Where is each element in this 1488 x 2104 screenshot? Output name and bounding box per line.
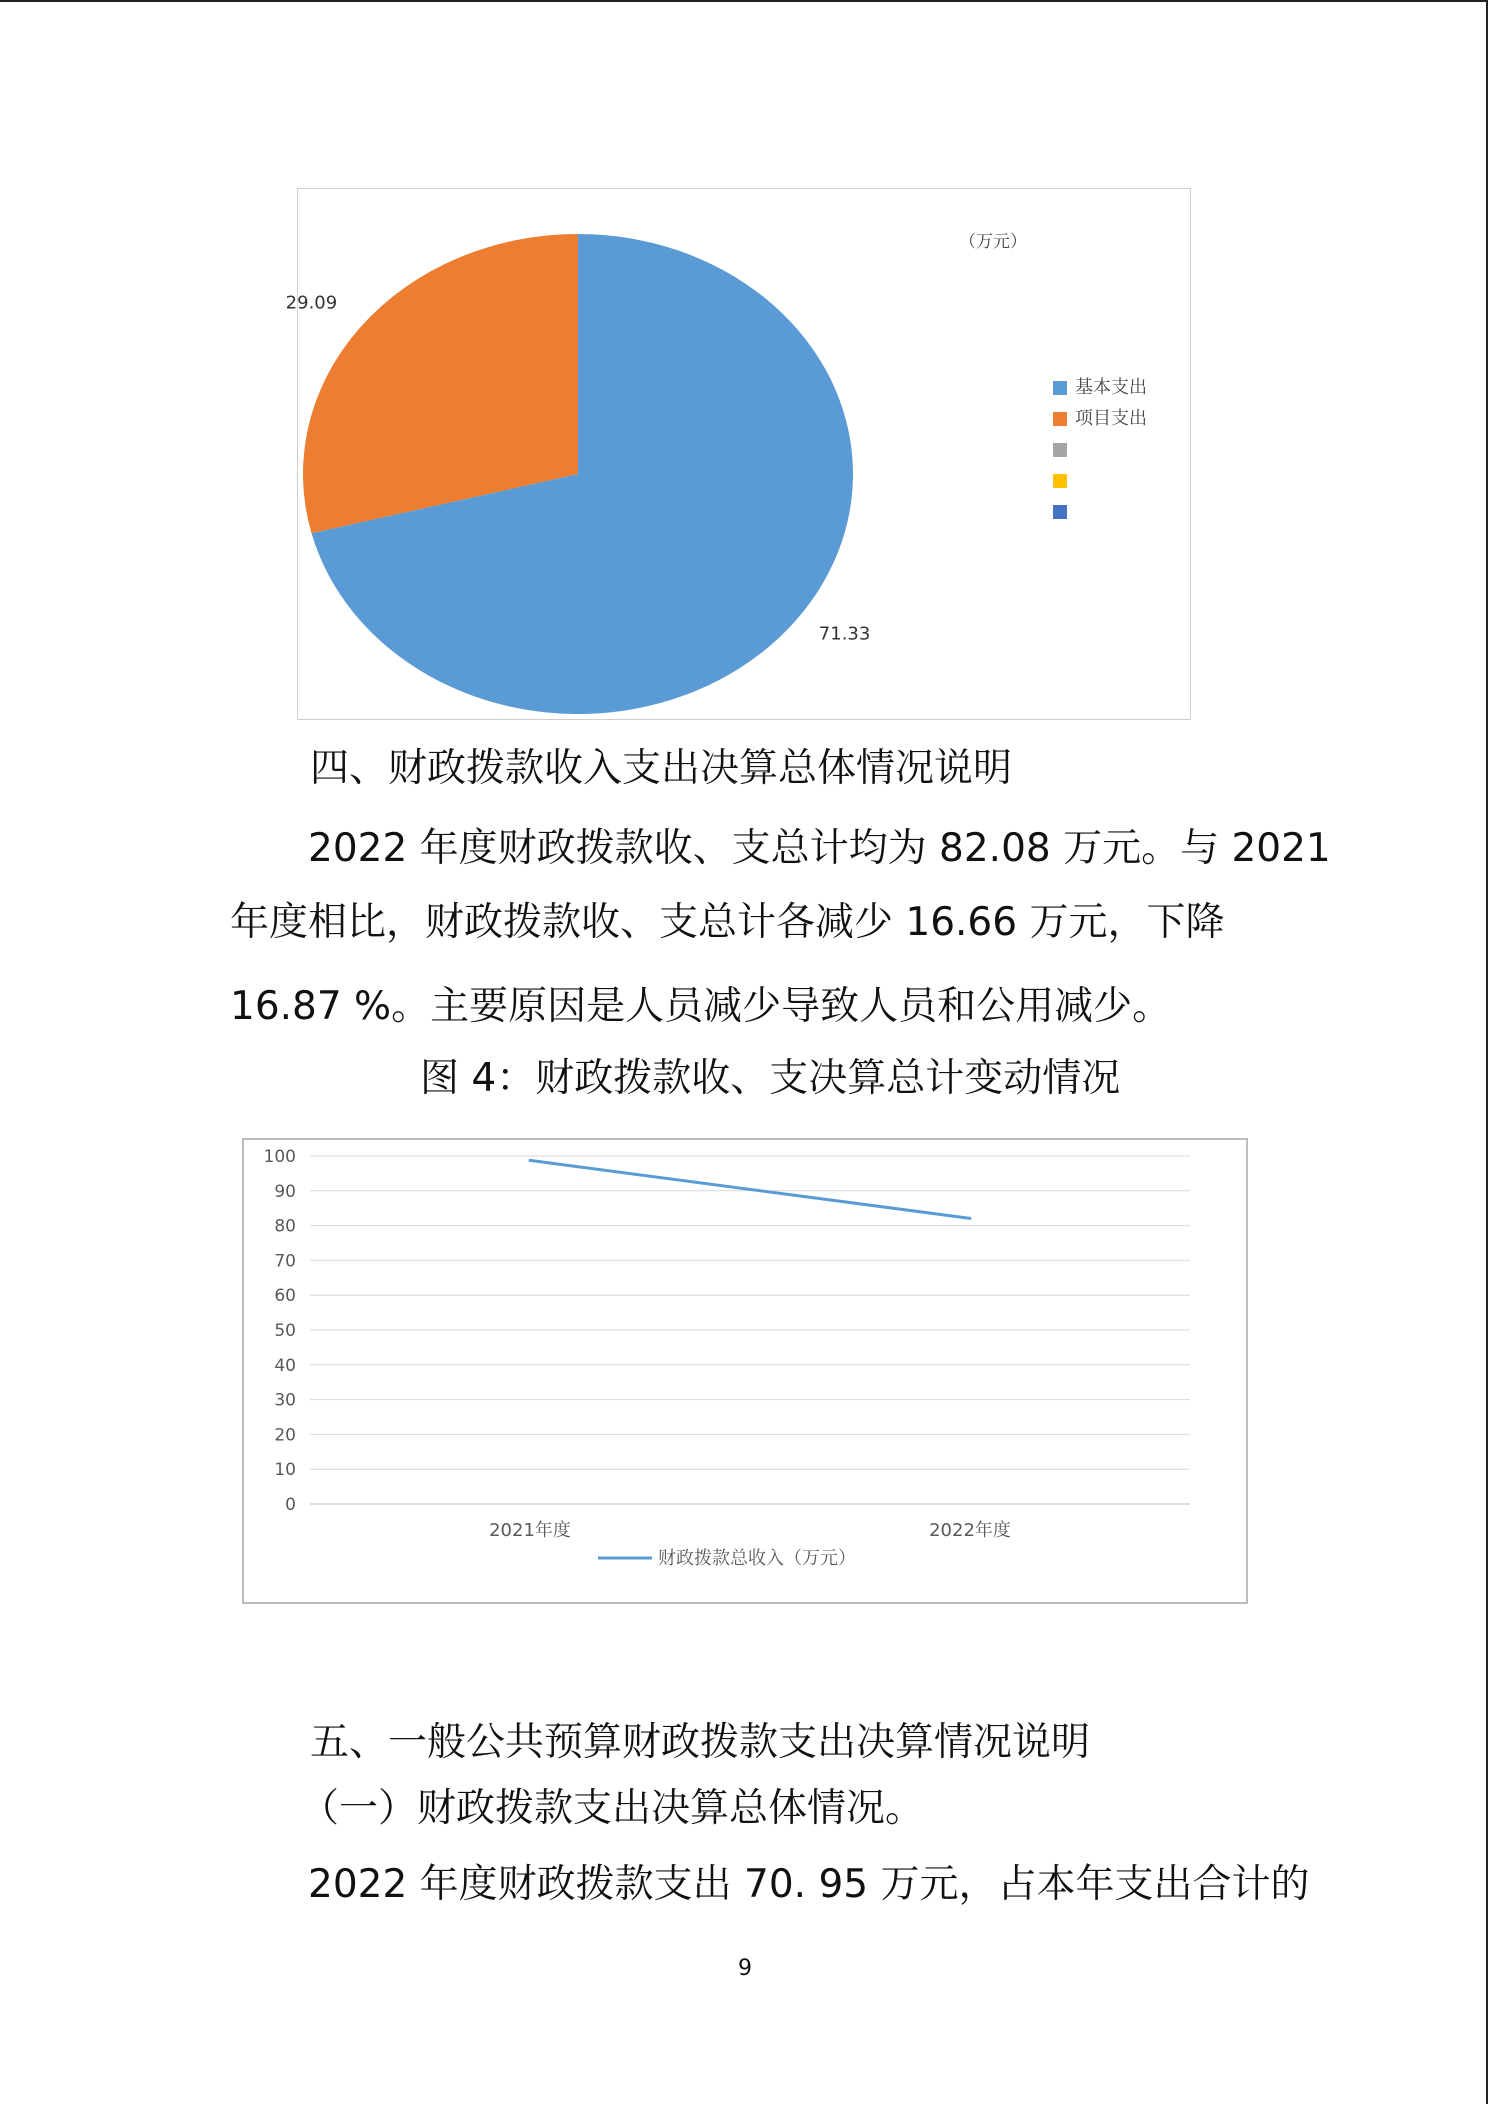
section4-para-line1: 2022 年度财政拨款收、支总计均为 82.08 万元。与 2021 xyxy=(308,826,1331,871)
section5-subheading: （一）财政拨款支出决算总体情况。 xyxy=(300,1786,925,1831)
y-tick-label-100: 100 xyxy=(263,1147,296,1167)
pie-data-label-0: 71.33 xyxy=(818,623,871,645)
section4-heading: 四、财政拨款收入支出决算总体情况说明 xyxy=(310,746,1013,791)
pie-chart-svg xyxy=(285,189,1190,719)
y-tick-label-0: 0 xyxy=(285,1495,296,1515)
y-tick-label-60: 60 xyxy=(274,1286,296,1307)
y-tick-label-30: 30 xyxy=(274,1390,296,1411)
section4-para-line3: 16.87 %。主要原因是人员减少导致人员和公用减少。 xyxy=(230,984,1172,1029)
section4-para-line2: 年度相比，财政拨款收、支总计各减少 16.66 万元，下降 xyxy=(230,900,1225,945)
series-point-0-1 xyxy=(969,1217,972,1220)
y-tick-label-20: 20 xyxy=(274,1425,296,1446)
y-tick-label-10: 10 xyxy=(274,1460,296,1481)
pie-legend-swatch-4 xyxy=(1053,505,1067,519)
section5-para-line1: 2022 年度财政拨款支出 70. 95 万元，占本年支出合计的 xyxy=(308,1862,1310,1907)
series-line-0 xyxy=(530,1160,970,1218)
pie-legend-swatch-0 xyxy=(1053,381,1067,395)
x-tick-label-0: 2021年度 xyxy=(489,1520,571,1541)
y-tick-label-40: 40 xyxy=(274,1355,296,1376)
pie-legend-swatch-1 xyxy=(1053,412,1067,426)
line-chart-svg xyxy=(244,1140,1246,1602)
series-point-0-0 xyxy=(529,1159,532,1162)
y-tick-label-50: 50 xyxy=(274,1321,296,1341)
page-number: 9 xyxy=(738,1956,752,1981)
line-legend-label-0: 财政拨款总收入（万元） xyxy=(658,1548,856,1569)
figure-caption: 图 4：财政拨款收、支决算总计变动情况 xyxy=(420,1056,1121,1101)
pie-legend-label-0: 基本支出 xyxy=(1075,377,1147,398)
section5-heading: 五、一般公共预算财政拨款支出决算情况说明 xyxy=(310,1720,1091,1765)
pie-legend-swatch-3 xyxy=(1053,474,1067,488)
y-tick-label-70: 70 xyxy=(274,1251,296,1272)
pie-legend-label-1: 项目支出 xyxy=(1075,408,1147,429)
pie-data-label-1: 29.09 xyxy=(285,292,338,314)
pie-chart xyxy=(285,188,1191,720)
page-top-border xyxy=(0,0,1488,2)
x-tick-label-1: 2022年度 xyxy=(929,1520,1011,1541)
y-tick-label-80: 80 xyxy=(274,1216,296,1237)
line-chart xyxy=(242,1138,1248,1604)
y-tick-label-90: 90 xyxy=(274,1181,296,1202)
pie-legend-swatch-2 xyxy=(1053,443,1067,457)
pie-unit-label: （万元） xyxy=(959,232,1027,252)
